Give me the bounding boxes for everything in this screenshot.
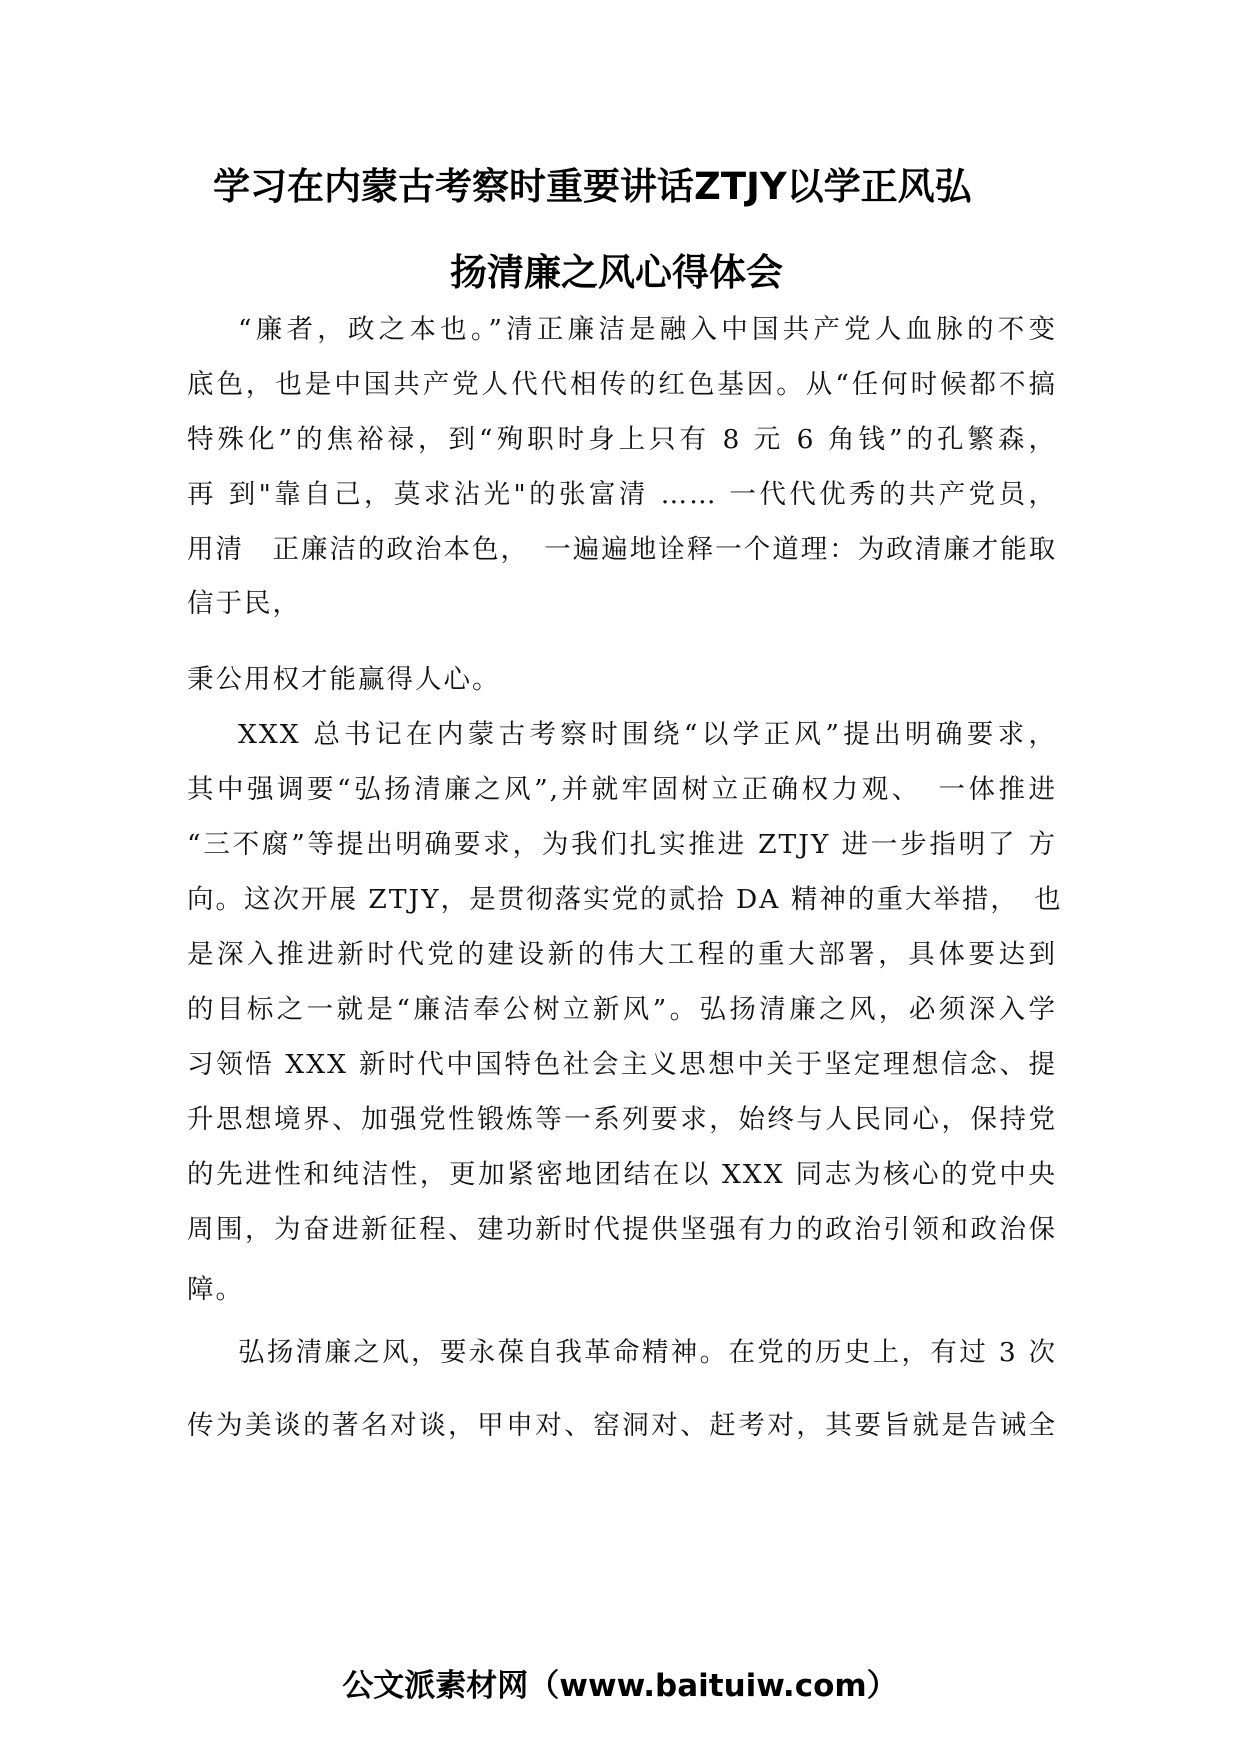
body-line: 周围，为奋进新征程、建功新时代提供坚强有力的政治引领和政治保: [187, 1214, 1057, 1245]
body-line: 升思想境界、加强党性锻炼等一系列要求，始终与人民同心，保持党: [187, 1104, 1057, 1135]
body-line: 信于民，: [187, 588, 301, 619]
body-line: “廉者，政之本也。”清正廉洁是融入中国共产党人血脉的不变: [238, 314, 1057, 345]
body-line: 是深入推进新时代党的建设新的伟大工程的重大部署，具体要达到: [187, 939, 1057, 970]
body-line: 用清 正廉洁的政治本色， 一遍遍地诠释一个道理：为政清廉才能取: [187, 534, 1058, 565]
body-line: 再 到"靠自己，莫求沾光"的张富清 …… 一代代优秀的共产党员，: [187, 479, 1057, 510]
body-line: 向。这次开展 ZTJY，是贯彻落实党的贰拾 DA 精神的重大举措， 也: [187, 884, 1063, 915]
body-line: 秉公用权才能赢得人心。: [187, 664, 501, 695]
body-line: 的先进性和纯洁性，更加紧密地团结在以 XXX 同志为核心的党中央: [187, 1159, 1057, 1190]
document-title-line-1: 学习在内蒙古考察时重要讲话ZTJY以学正风弘: [213, 165, 972, 208]
body-line: 障。: [187, 1274, 244, 1305]
document-title-line-2: 扬清廉之风心得体会: [450, 251, 783, 294]
footer-watermark: 公文派素材网（www.baituiw.com）: [342, 1668, 898, 1704]
body-line: “三不腐”等提出明确要求，为我们扎实推进 ZTJY 进一步指明了 方: [187, 829, 1057, 860]
body-line: 习领悟 XXX 新时代中国特色社会主义思想中关于坚定理想信念、提: [187, 1049, 1057, 1080]
body-line: 弘扬清廉之风，要永葆自我革命精神。在党的历史上，有过 3 次: [238, 1337, 1057, 1368]
body-line: 底色，也是中国共产党人代代相传的红色基因。从“任何时候都不搞: [187, 369, 1057, 400]
body-line: XXX 总书记在内蒙古考察时围绕“以学正风”提出明确要求，: [238, 719, 1057, 750]
body-line: 特殊化”的焦裕禄，到“殉职时身上只有 8 元 6 角钱”的孔繁森，: [187, 424, 1057, 455]
body-line: 其中强调要“弘扬清廉之风”,并就牢固树立正确权力观、 一体推进: [187, 774, 1057, 805]
body-line: 传为美谈的著名对谈，甲申对、窑洞对、赶考对，其要旨就是告诫全: [187, 1410, 1057, 1441]
body-line: 的目标之一就是“廉洁奉公树立新风”。弘扬清廉之风，必须深入学: [187, 994, 1057, 1025]
